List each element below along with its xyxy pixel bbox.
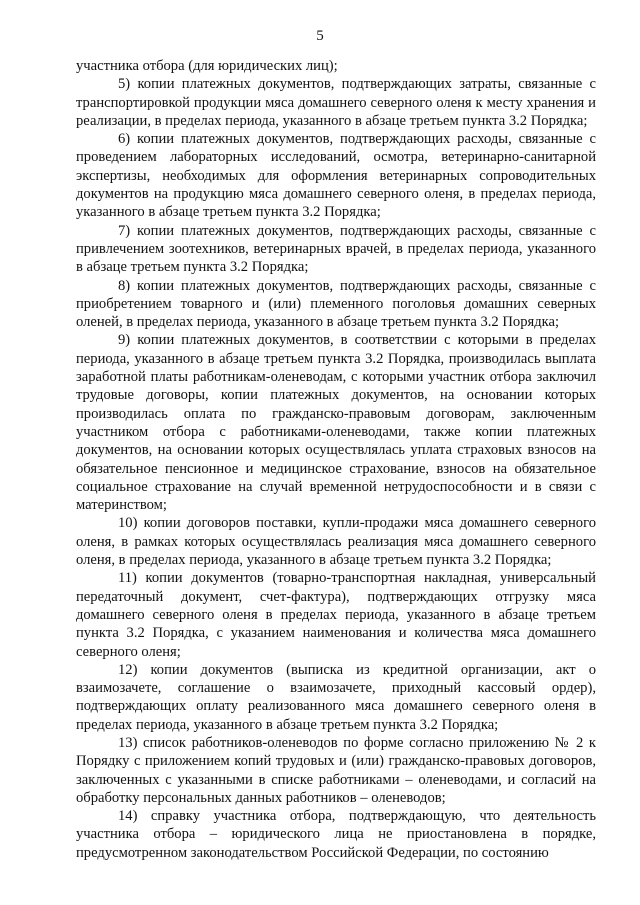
list-item-5: 5) копии платежных документов, подтверждающих затраты, связанные с транспортировкой продукции мяса домашнего северного оленя к месту хранения и реализации, в пределах периода, указанного в абзаце третьем пункта 3.2 Порядка; — [76, 76, 596, 129]
paragraph-continuation: участника отбора (для юридических лиц); — [76, 58, 338, 74]
document-body — [76, 57, 596, 862]
list-item-7: 7) копии платежных документов, подтверждающих расходы, связанные с привлечением зоотехников, ветеринарных врачей, в пределах периода, указанного в абзаце третьем пункта 3.2 Порядка; — [76, 222, 596, 276]
list-item-11: 11) копии документов (товарно-транспортная накладная, универсальный передаточный документ, счет-фактура), подтверждающих отгрузку мяса домашнего северного оленя в пределах периода, указанного в абзаце третьем пункта 3.2 Порядка, с указанием наименования и количества мяса домашнего северного оленя; — [76, 570, 596, 660]
list-item-12: 12) копии документов (выписка из кредитной организации, акт о взаимозачете, соглашение о взаимозачете, приходный кассовый ордер), подтверждающих оплату реализованного мяса домашнего северного оленя в пределах периода, указанного в абзаце третьем пункта 3.2 Порядка; — [76, 661, 596, 733]
list-item-8: 8) копии платежных документов, подтверждающих расходы, связанные с приобретением товарного и (или) племенного поголовья домашних северных оленей, в пределах периода, указанного в абзаце третьем пункта 3.2 Порядка; — [76, 277, 596, 331]
list-item-9: 9) копии платежных документов, в соответствии с которыми в пределах периода, указанного в абзаце третьем пункта 3.2 Порядка, производилась выплата заработной платы работникам-оленеводам, с которыми участник отбора заключил трудовые договоры, копии платежных документов, на основании которых производилась оплата по гражданско-правовым договорам, заключенным участником отбора с работниками-оленеводами, также копии платежных документов, на основании которых осуществлялась уплата страховых взносов на обязательное пенсионное и медицинское страхование, взносов на обязательное социальное страхование на случай временной нетрудоспособности и в связи с материнством; — [76, 332, 596, 514]
page-number: 5 — [316, 28, 324, 44]
list-item-13: 13) список работников-оленеводов по форме согласно приложению № 2 к Порядку с приложением копий трудовых и (или) гражданско-правовых договоров, заключенных с указанными в списке работниками – оленеводами, и согласий на обработку персональных данных работников – оленеводов; — [76, 734, 596, 806]
list-item-6: 6) копии платежных документов, подтверждающих расходы, связанные с проведением лабораторных исследований, осмотра, ветеринарно-санитарной экспертизы, необходимых для оформления ветеринарных сопроводительных документов на продукцию мяса домашнего северного оленя, в пределах периода, указанного в абзаце третьем пункта 3.2 Порядка; — [76, 131, 596, 221]
list-item-14: 14) справку участника отбора, подтверждающую, что деятельность участника отбора – юридического лица не приостановлена в порядке, предусмотренном законодательством Российской Федерации, по состоянию — [76, 808, 596, 861]
list-item-10: 10) копии договоров поставки, купли-продажи мяса домашнего северного оленя, в рамках которых осуществлялась реализация мяса домашнего северного оленя, в пределах периода, указанного в абзаце третьем пункта 3.2 Порядка; — [76, 515, 596, 569]
